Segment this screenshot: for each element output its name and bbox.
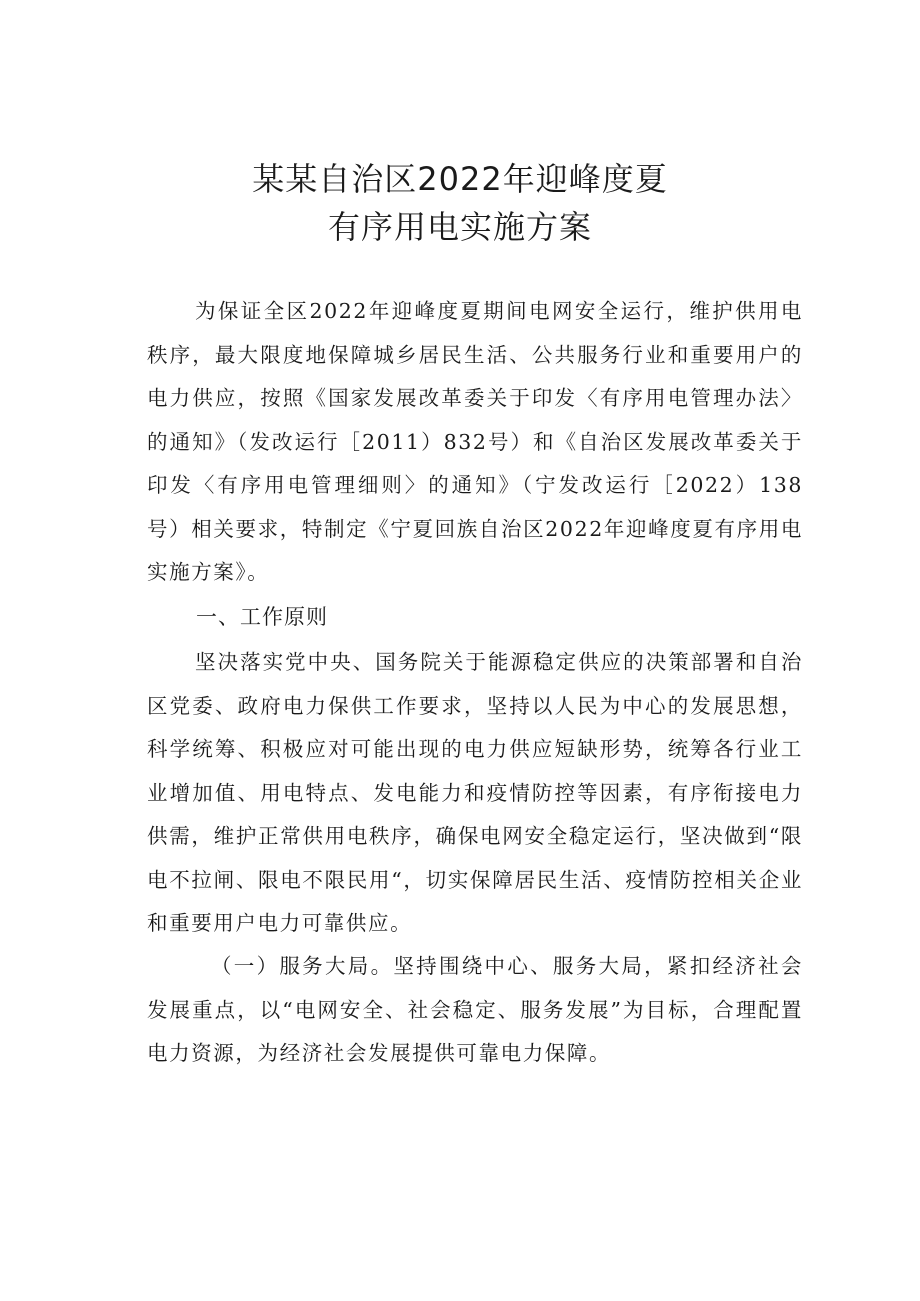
document-title-line-1: 某某自治区2022年迎峰度夏 [252, 160, 668, 198]
intro-paragraph: 为保证全区2022年迎峰度夏期间电网安全运行，维护供用电秩序，最大限度地保障城乡居民生活、公共服务行业和重要用户的电力供应，按照《国家发展改革委关于印发〈有序用电管理办法〉的通知》（发改运行［2011）832号）和《自治区发展改革委关于印发〈有序用电管理细则〉的通知》（宁发改运行［2022）138号）相关要求，特制定《宁夏回族自治区2022年迎峰度夏有序用电实施方案》。 [147, 299, 803, 584]
principles-paragraph: 坚决落实党中央、国务院关于能源稳定供应的决策部署和自治区党委、政府电力保供工作要求，坚持以人民为中心的发展思想，科学统筹、积极应对可能出现的电力供应短缺形势，统筹各行业工业增加值、用电特点、发电能力和疫情防控等因素，有序衔接电力供需，维护正常供用电秩序，确保电网安全稳定运行，坚决做到“限电不拉闸、限电不限民用“，切实保障居民生活、疫情防控相关企业和重要用户电力可靠供应。 [147, 650, 803, 935]
item-serve-overall-paragraph: （一）服务大局。坚持围绕中心、服务大局，紧扣经济社会发展重点，以“电网安全、社会稳定、服务发展”为目标，合理配置电力资源，为经济社会发展提供可靠电力保障。 [147, 954, 803, 1065]
section-heading-principles: 一、工作原则 [196, 605, 328, 629]
document-title-line-2: 有序用电实施方案 [327, 208, 592, 246]
